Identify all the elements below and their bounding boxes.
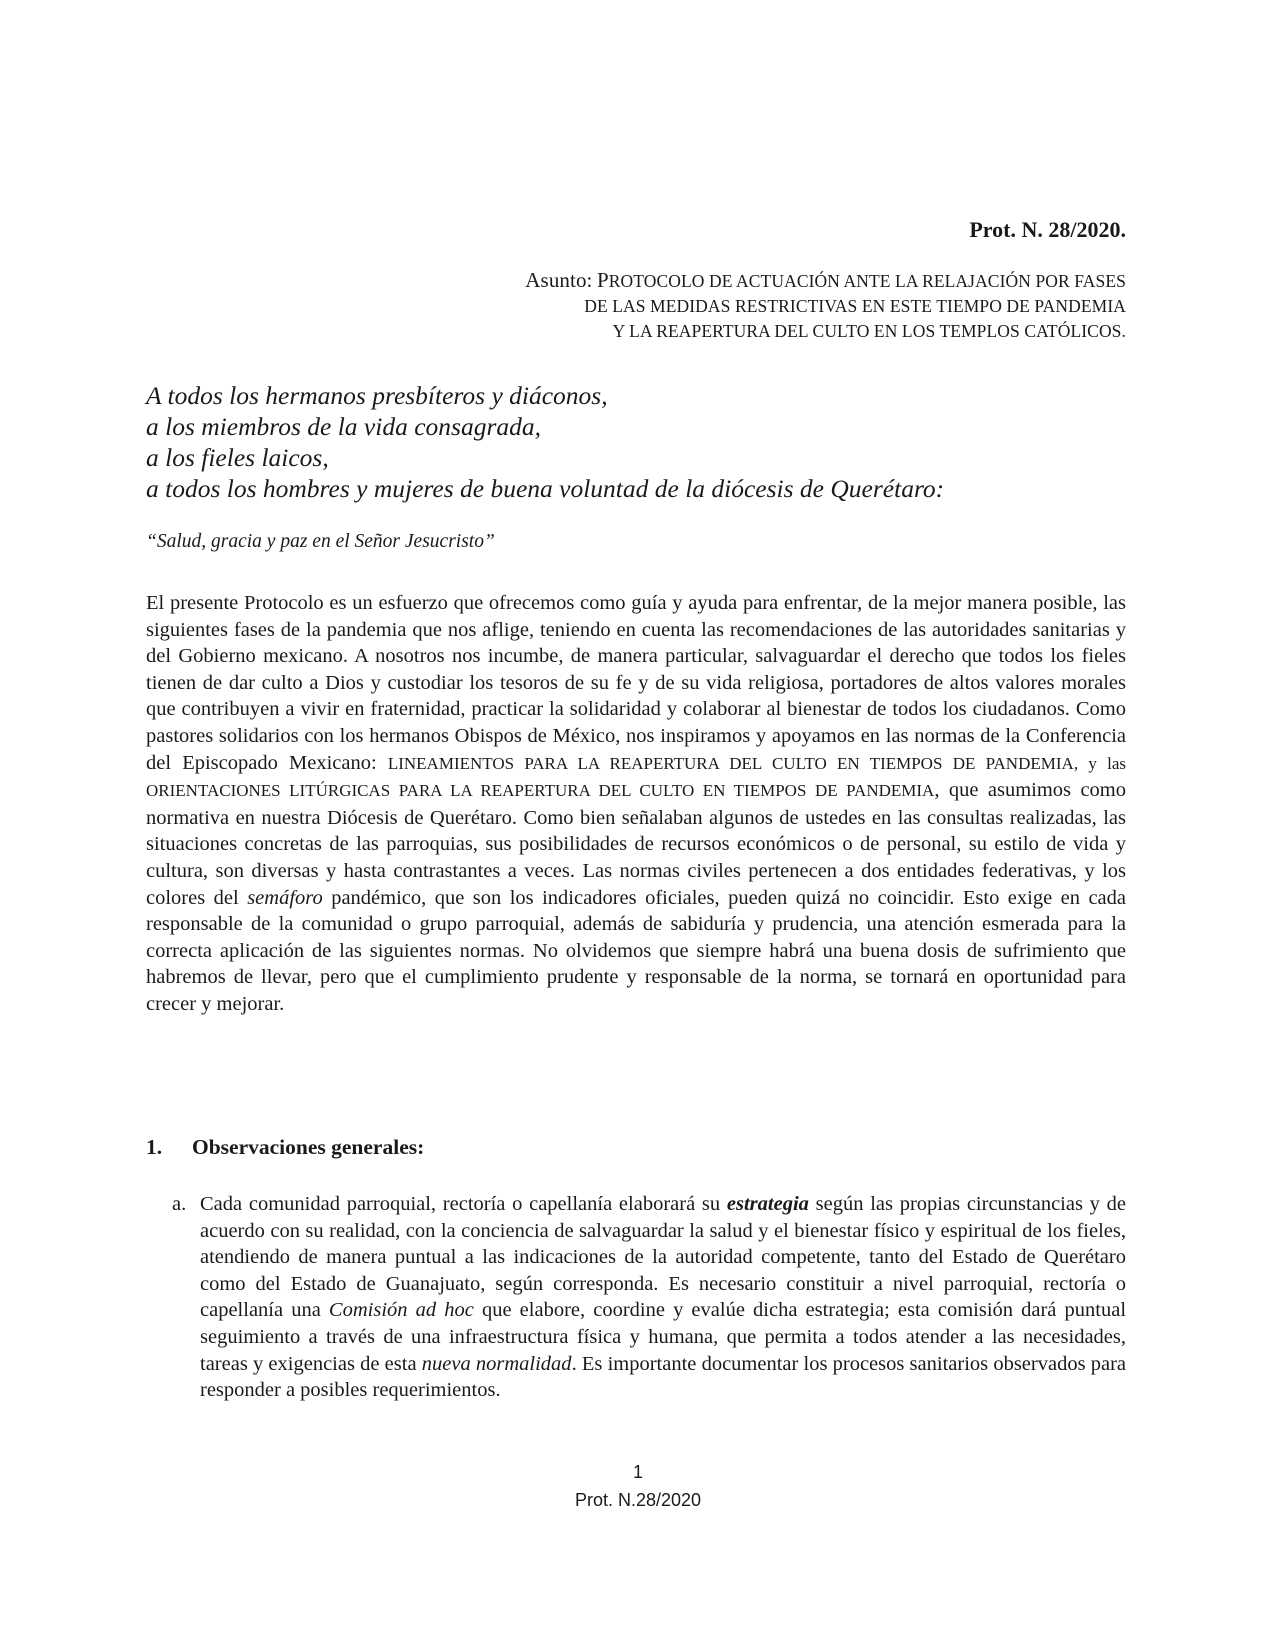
addressee-line: a todos los hombres y mujeres de buena voluntad de la diócesis de Querétaro:: [146, 474, 945, 503]
subject-initial: P: [596, 268, 609, 292]
section-title: Observaciones generales:: [192, 1135, 425, 1159]
subject-line-2: DE LAS MEDIDAS RESTRICTIVAS EN ESTE TIEMPO DE PANDEMIA: [584, 296, 1126, 316]
subject-line-1: [366, 268, 1126, 294]
section-number: 1.: [146, 1135, 163, 1159]
list-item-marker: a.: [172, 1193, 187, 1215]
addressee-line: A todos los hermanos presbíteros y diáconos,: [146, 381, 608, 410]
greeting: “Salud, gracia y paz en el Señor Jesucristo”: [146, 531, 495, 552]
section-heading: [146, 1135, 424, 1160]
subject-label: Asunto:: [525, 268, 593, 292]
semaforo-term: semáforo: [247, 886, 323, 909]
list-item: [172, 1191, 1126, 1404]
addressee-line: a los fieles laicos,: [146, 443, 329, 472]
comision-term: Comisión ad hoc: [328, 1299, 474, 1322]
list-item-segment: que elabore, coordine y evalúe dicha estrategia; esta comisión dará puntual seguimiento a través de una infraestructura física y humana, que permita a todos atender a las necesidades, tareas y exigencias de esta: [200, 1299, 1127, 1375]
list-item-text: [200, 1191, 1126, 1404]
intro-paragraph: [146, 590, 1126, 1018]
doc-title-orientaciones: ORIENTACIONES LITÚRGICAS PARA LA REAPERTURA DEL CULTO EN TIEMPOS DE PANDEMIA: [146, 781, 935, 801]
list-item-segment: Cada comunidad parroquial, rectoría o capellanía elaborará su: [200, 1193, 721, 1215]
addressee-block: [146, 380, 1146, 504]
estrategia-term: estrategia: [726, 1193, 809, 1215]
subject-line-1-text: ROTOCOLO DE ACTUACIÓN ANTE LA RELAJACIÓN POR FASES: [608, 271, 1126, 291]
intro-text: El presente Protocolo es un esfuerzo que ofrecemos como guía y ayuda para enfrentar, de la mejor manera posible, las siguientes fases de la pandemia que nos aflige, teniendo en cuenta las recomendaciones de las autoridades sanitarias y del Gobierno mexicano. A nosotros nos incumbe, de manera particular, salvaguardar el derecho que todos los fieles tienen de dar culto a Dios y custodiar los tesoros de su fe y de su vida religiosa, portadores de altos valores morales que contribuyen a vivir en fraternidad, practicar la solidaridad y colaborar al bienestar de todos los ciudadanos. Como pastores solidarios con los hermanos Obispos de México, nos inspiramos y apoyamos en las normas de la Conferencia del Episcopado Mexicano:: [146, 592, 1126, 774]
addressee-line: a los miembros de la vida consagrada,: [146, 412, 541, 441]
list-item-segment: según las propias circunstancias y de acuerdo con su realidad, con la conciencia de salvaguardar la salud y el bienestar físico y espiritual de los fieles, atendiendo de manera puntual a las indicaciones de la autoridad competente, tanto del Estado de Querétaro como del Estado de Guanajuato, según corresponda. Es necesario constituir a nivel parroquial, rectoría o capellanía una: [200, 1193, 1127, 1322]
intro-connector: , y las: [1073, 753, 1127, 773]
intro-text: , que asumimos como normativa en nuestra Diócesis de Querétaro. Como bien señalaban algunos de ustedes en las consultas realizadas, las situaciones concretas de las parroquias, sus posibilidades de recursos económicos o de personal, su estilo de vida y cultura, son diversas y hasta contrastantes a veces. Las normas civiles pertenecen a dos entidades federativas, y los colores del: [146, 779, 1126, 909]
protocol-number: Prot. N. 28/2020.: [969, 217, 1126, 242]
subject-block: [366, 268, 1126, 344]
doc-title-lineamientos: LINEAMIENTOS PARA LA REAPERTURA DEL CULTO EN TIEMPOS DE PANDEMIA: [387, 753, 1074, 773]
nueva-normalidad-term: nueva normalidad: [421, 1352, 572, 1375]
subject-line-3: Y LA REAPERTURA DEL CULTO EN LOS TEMPLOS CATÓLICOS.: [612, 321, 1126, 341]
page-number: 1: [632, 1462, 643, 1482]
intro-text: pandémico, que son los indicadores oficiales, pueden quizá no coincidir. Esto exige en cada responsable de la comunidad o grupo parroquial, además de sabiduría y prudencia, una atención esmerada para la correcta aplicación de las siguientes normas. No olvidemos que siempre habrá una buena dosis de sufrimiento que habremos de llevar, pero que el cumplimiento prudente y responsable de la norma, se tornará en oportunidad para crecer y mejorar.: [146, 886, 1127, 1015]
footer-protocol: Prot. N.28/2020: [574, 1490, 702, 1510]
list-item-segment: . Es importante documentar los procesos sanitarios observados para responder a posibles requerimientos.: [200, 1352, 1127, 1402]
